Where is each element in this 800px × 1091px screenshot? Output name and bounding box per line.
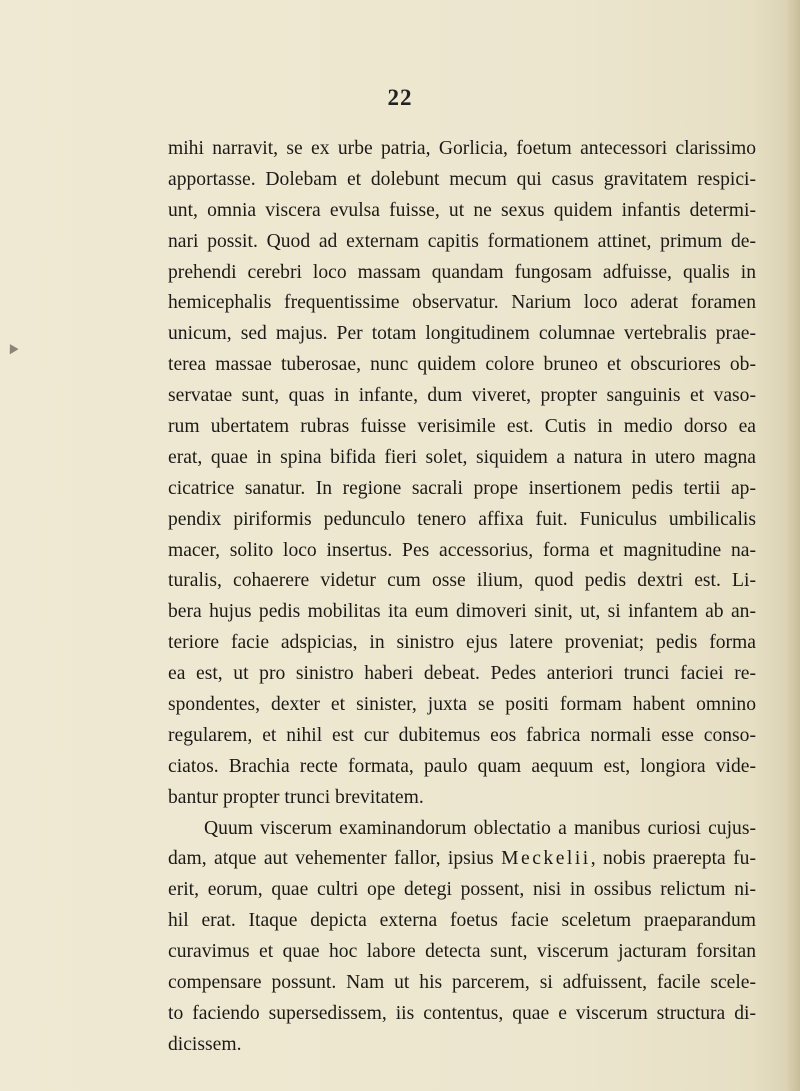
text-line: cicatrice sanatur. In regione sacrali prope insertionem pedis tertii ap- bbox=[168, 477, 756, 499]
text-line: terea massae tuberosae, nunc quidem colore bruneo et obscuriores ob- bbox=[168, 354, 756, 376]
text-line: spondentes, dexter et sinister, juxta se positi formam habent omnino bbox=[168, 694, 756, 716]
text-line: bantur propter trunci brevitatem. bbox=[168, 786, 424, 808]
text-line: ea est, ut pro sinistro haberi debeat. Pedes anteriori trunci faciei re- bbox=[168, 663, 756, 685]
text-line: macer, solito loco insertus. Pes accessorius, forma et magnitudine na- bbox=[168, 539, 756, 561]
margin-mark bbox=[5, 344, 18, 357]
text-line: nari possit. Quod ad externam capitis formationem attinet, primum de- bbox=[168, 230, 756, 252]
text-line: turalis, cohaerere videtur cum osse ilium, quod pedis dextri est. Li- bbox=[168, 570, 756, 592]
author-name: Meckelii bbox=[501, 848, 591, 870]
text-line: pendix piriformis pedunculo tenero affixa fuit. Funiculus umbilicalis bbox=[168, 508, 756, 530]
text-line-with-name bbox=[168, 844, 756, 875]
text-line: rum ubertatem rubras fuisse verisimile est. Cutis in medio dorso ea bbox=[168, 416, 756, 438]
text-line: teriore facie adspicias, in sinistro ejus latere proveniat; pedis forma bbox=[168, 632, 756, 654]
text-line: mihi narravit, se ex urbe patria, Gorlicia, foetum antecessori clarissimo bbox=[168, 138, 756, 159]
text-line: dicissem. bbox=[168, 1033, 242, 1055]
text-line: unt, omnia viscera evulsa fuisse, ut ne sexus quidem infantis determi- bbox=[168, 199, 756, 221]
text-line: servatae sunt, quas in infante, dum viveret, propter sanguinis et vaso- bbox=[168, 385, 756, 407]
text-fragment: dam, atque aut vehementer fallor, ipsius bbox=[168, 848, 502, 870]
text-line: prehendi cerebri loco massam quandam fungosam adfuisse, qualis in bbox=[168, 261, 756, 283]
text-line: compensare possunt. Nam ut his parcerem, si adfuissent, facile scele- bbox=[168, 972, 756, 994]
page-number: 22 bbox=[387, 85, 413, 110]
text-line: hil erat. Itaque depicta externa foetus facie sceletum praeparandum bbox=[168, 910, 756, 932]
text-line: apportasse. Dolebam et dolebunt mecum qui casus gravitatem respici- bbox=[168, 168, 756, 190]
text-line: curavimus et quae hoc labore detecta sunt, viscerum jacturam forsitan bbox=[168, 941, 756, 963]
paragraph-first-line: Quum viscerum examinandorum oblectatio a manibus curiosi cujus- bbox=[204, 817, 756, 839]
text-fragment: , nobis praerepta fu- bbox=[590, 848, 756, 870]
text-line: bera hujus pedis mobilitas ita eum dimoveri sinit, ut, si infantem ab an- bbox=[168, 601, 756, 623]
text-line: erat, quae in spina bifida fieri solet, siquidem a natura in utero magna bbox=[168, 446, 756, 468]
text-line: unicum, sed majus. Per totam longitudinem columnae vertebralis prae- bbox=[168, 323, 756, 345]
text-line: ciatos. Brachia recte formata, paulo quam aequum est, longiora vide- bbox=[168, 755, 756, 777]
text-line: hemicephalis frequentissime observatur. Narium loco aderat foramen bbox=[168, 292, 756, 314]
text-line: regularem, et nihil est cur dubitemus eos fabrica normali esse conso- bbox=[168, 724, 756, 746]
body-text bbox=[168, 134, 756, 1061]
page-edge-shadow bbox=[786, 0, 800, 1091]
text-line: erit, eorum, quae cultri ope detegi possent, nisi in ossibus relictum ni- bbox=[168, 879, 756, 901]
text-line: to faciendo supersedissem, iis contentus, quae e viscerum structura di- bbox=[168, 1002, 756, 1024]
